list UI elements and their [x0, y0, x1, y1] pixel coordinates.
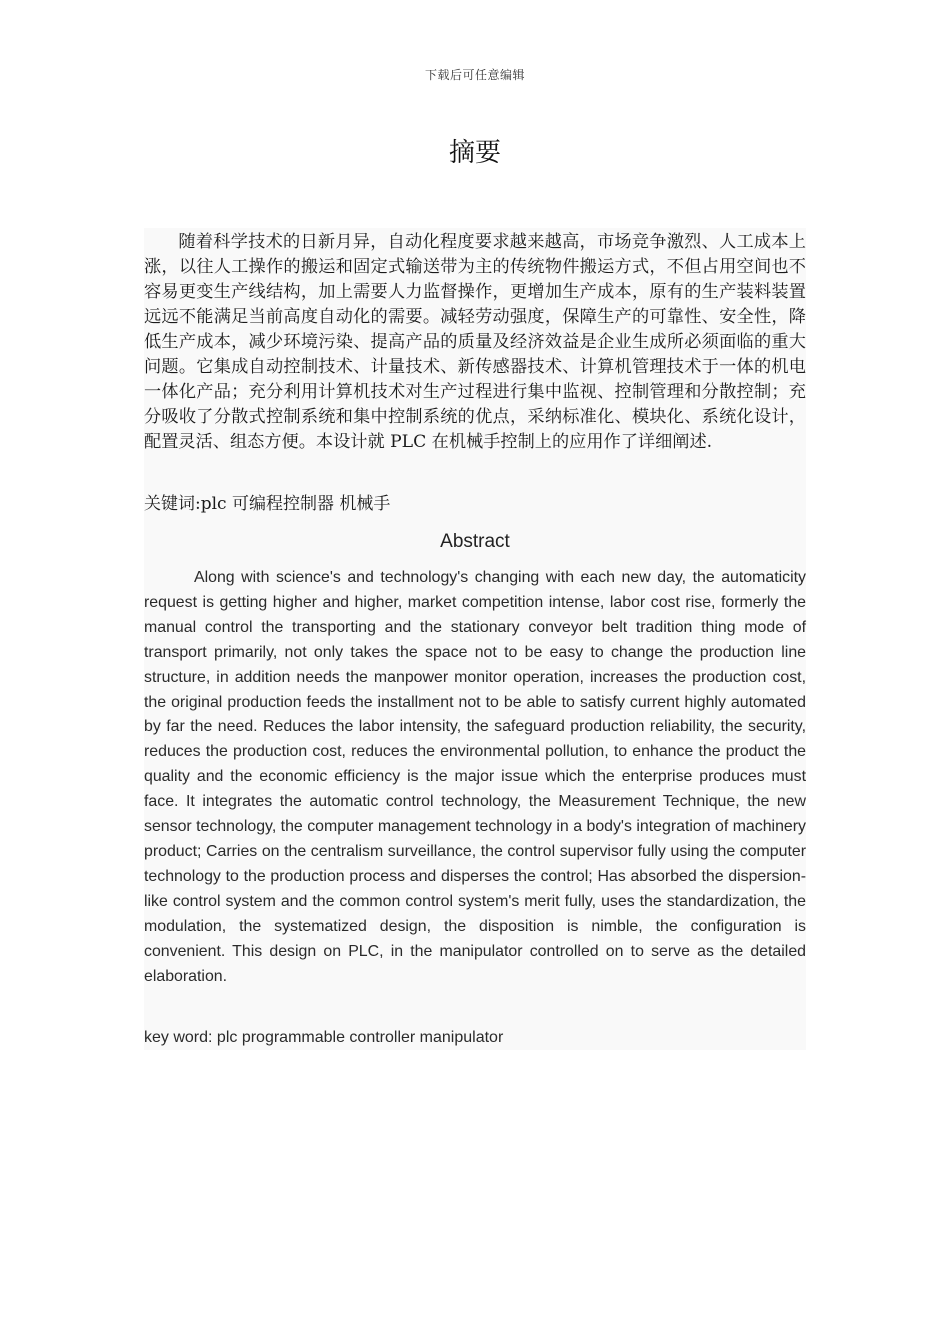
- chinese-abstract-paragraph: 随着科学技术的日新月异，自动化程度要求越来越高，市场竞争激烈、人工成本上涨，以往人工操作的搬运和固定式输送带为主的传统物件搬运方式，不但占用空间也不容易更变生产线结构，加上需要人力监督操作，更增加生产成本，原有的生产装料装置远远不能满足当前高度自动化的需要。减轻劳动强度，保障生产的可靠性、安全性，降低生产成本，减少环境污染、提高产品的质量及经济效益是企业生成所必须面临的重大问题。它集成自动控制技术、计量技术、新传感器技术、计算机管理技术于一体的机电一体化产品；充分利用计算机技术对生产过程进行集中监视、控制管理和分散控制；充分吸收了分散式控制系统和集中控制系统的优点，采纳标准化、模块化、系统化设计，配置灵活、组态方便。本设计就 PLC 在机械手控制上的应用作了详细阐述.: [144, 232, 806, 452]
- english-abstract-heading: Abstract: [440, 531, 510, 552]
- english-keywords: key word: plc programmable controller manipulator: [144, 1029, 504, 1046]
- english-abstract-paragraph: Along with science's and technology's changing with each new day, the automaticity request is getting higher and higher, market competition intense, labor cost rise, formerly the manual control the transporting and the stationary conveyor belt tradition thing mode of transport primarily, not only takes the space not to be easy to change the production line structure, in addition needs the manpower monitor operation, increases the production cost, the original production feeds the installment not to be able to satisfy current highly automated by far the need. Reduces the labor intensity, the safeguard production reliability, the security, reduces the production cost, reduces the environmental pollution, to enhance the product the quality and the economic efficiency is the major issue which the enterprise produces must face. It integrates the automatic control technology, the Measurement Technique, the new sensor technology, the computer management technology in a body's integration of machinery product; Carries on the centralism surveillance, the control supervisor fully using the computer technology to the production process and disperses the control; Has absorbed the dispersion-like control system and the common control system's merit fully, uses the standardization, the modulation, the systematized design, the disposition is nimble, the configuration is convenient. This design on PLC, in the manipulator controlled on to serve as the detailed elaboration.: [144, 569, 806, 985]
- header-note: 下载后可任意编辑: [424, 68, 525, 82]
- chinese-keywords: 关键词:plc 可编程控制器 机械手: [144, 494, 391, 514]
- page-title: 摘要: [448, 138, 501, 168]
